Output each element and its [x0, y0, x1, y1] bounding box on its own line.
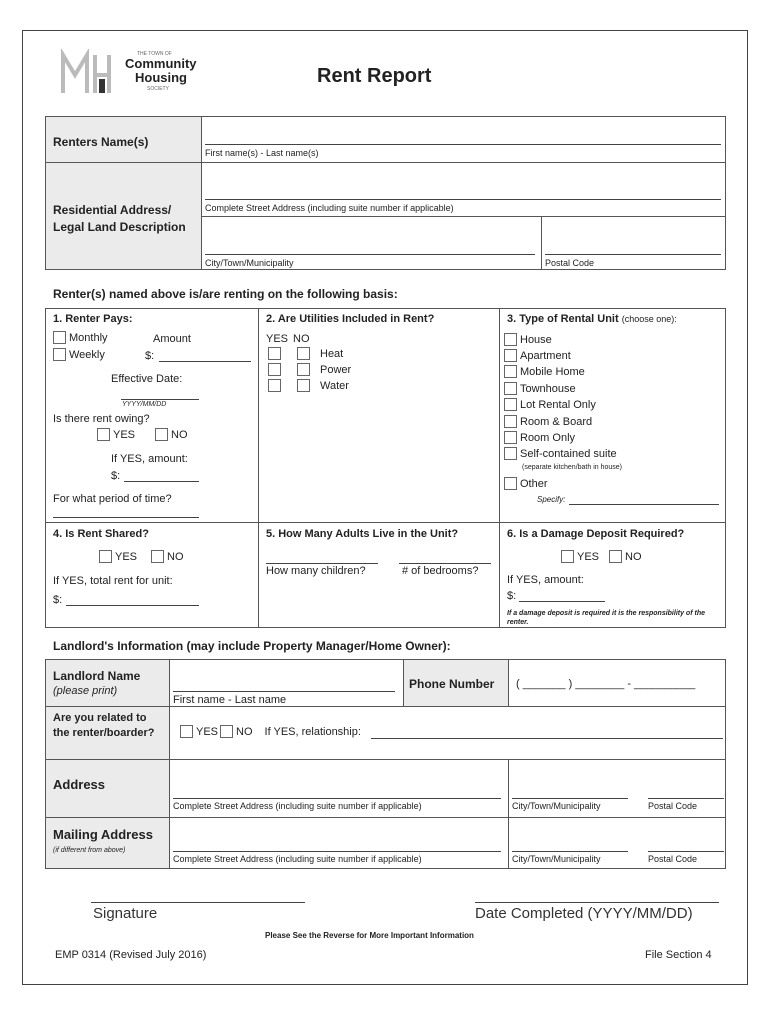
unit-option-house [504, 333, 552, 346]
s3-specify-field[interactable] [569, 504, 719, 505]
s1-effective-label: Effective Date: [111, 373, 183, 385]
s1-dollar: $: [145, 350, 155, 362]
house-label: House [520, 333, 552, 346]
s1-owing-amount-field[interactable] [124, 481, 199, 482]
utility-row-power [268, 363, 351, 376]
mobile-home-label: Mobile Home [520, 365, 585, 378]
s4-total-label: If YES, total rent for unit: [53, 575, 173, 587]
date-completed-field[interactable] [475, 902, 719, 903]
landlord-name-sub: (please print) [53, 685, 118, 697]
shared-no-checkbox[interactable] [151, 550, 164, 563]
mailing-address-sub: (if different from above) [53, 847, 126, 854]
renters-street-hint: Complete Street Address (including suite number if applicable) [205, 203, 454, 213]
s5-title: 5. How Many Adults Live in the Unit? [266, 528, 459, 540]
s4-title: 4. Is Rent Shared? [53, 528, 149, 540]
utility-label-heat: Heat [320, 347, 344, 360]
s6-title: 6. Is a Damage Deposit Required? [507, 528, 685, 540]
mailing-address-label: Mailing Address [53, 827, 153, 842]
shared-yes-checkbox[interactable] [99, 550, 112, 563]
address-label: Address [53, 777, 106, 792]
lot-rental-label: Lot Rental Only [520, 398, 596, 411]
page-title: Rent Report [317, 65, 432, 87]
s1-if-yes-label: If YES, amount: [111, 453, 188, 465]
phone-number-label: Phone Number [409, 677, 495, 691]
s4-options [99, 550, 184, 563]
relationship-label: If YES, relationship: [264, 725, 361, 738]
signature-label: Signature [93, 905, 158, 922]
power-no-checkbox[interactable] [297, 363, 310, 376]
deposit-no-label: NO [625, 550, 642, 563]
unit-option-mobile-home [504, 365, 585, 378]
s2-yes-header: YES [266, 333, 289, 345]
renters-street-field[interactable] [205, 199, 721, 200]
utility-row-heat [268, 347, 343, 360]
landlord-street-hint: Complete Street Address (including suite number if applicable) [173, 801, 422, 811]
mailing-street-hint: Complete Street Address (including suite number if applicable) [173, 854, 422, 864]
renters-name-hint: First name(s) - Last name(s) [205, 148, 319, 158]
shared-no-label: NO [167, 550, 184, 563]
s2-no-header: NO [293, 333, 310, 345]
phone-number-field[interactable]: ( _______ ) ________ - __________ [516, 678, 696, 690]
deposit-no-checkbox[interactable] [609, 550, 622, 563]
renters-name-label: Renters Name(s) [53, 135, 149, 149]
suite-label: Self-contained suite [520, 447, 617, 460]
s5-children-label: How many children? [266, 565, 366, 577]
s5-bedrooms-field[interactable] [399, 563, 491, 564]
renters-postal-field[interactable] [545, 254, 721, 255]
signature-field[interactable] [91, 902, 305, 903]
water-yes-checkbox[interactable] [268, 379, 281, 392]
related-yes-label: YES [196, 725, 219, 738]
logo-top-text: THE TOWN OF [137, 51, 172, 57]
deposit-yes-label: YES [577, 550, 600, 563]
landlord-name-label: Landlord Name [53, 669, 141, 683]
landlord-heading: Landlord's Information (may include Property Manager/Home Owner): [53, 639, 451, 653]
relationship-field[interactable] [371, 738, 723, 739]
residential-address-label: Residential Address/ Legal Land Description [53, 203, 186, 234]
s1-title: 1. Renter Pays: [53, 313, 133, 325]
s6-amount-field[interactable] [519, 601, 605, 602]
landlord-name-hint: First name - Last name [173, 694, 287, 706]
logo-bottom-text: SOCIETY [147, 86, 169, 92]
house-checkbox[interactable] [504, 333, 517, 346]
heat-yes-checkbox[interactable] [268, 347, 281, 360]
mailing-city-field[interactable] [512, 851, 628, 852]
s1-period-label: For what period of time? [53, 493, 172, 505]
s3-title-row [507, 313, 677, 325]
form-page [22, 30, 748, 985]
renters-city-hint: City/Town/Municipality [205, 258, 294, 268]
s3-choose: (choose one): [621, 314, 677, 324]
owing-no-checkbox[interactable] [155, 428, 168, 441]
related-no-checkbox[interactable] [220, 725, 233, 738]
unit-option-room-only [504, 431, 575, 444]
renters-city-field[interactable] [205, 254, 535, 255]
s4-total-field[interactable] [66, 605, 199, 606]
related-options [180, 725, 361, 738]
s1-amount-label: Amount [153, 333, 191, 345]
s1-monthly-row [53, 331, 108, 344]
owing-yes-label: YES [113, 428, 136, 441]
s1-period-field[interactable] [53, 517, 199, 518]
suite-checkbox[interactable] [504, 447, 517, 460]
logo-mark-icon [59, 49, 119, 97]
s3-title: 3. Type of Rental Unit [507, 313, 619, 325]
mailing-city-hint: City/Town/Municipality [512, 854, 601, 864]
s4-dollar: $: [53, 594, 63, 606]
unit-option-suite [504, 447, 617, 460]
unit-option-other [504, 477, 548, 490]
weekly-checkbox[interactable] [53, 348, 66, 361]
renters-name-field[interactable] [205, 144, 721, 145]
room-board-checkbox[interactable] [504, 415, 517, 428]
renters-postal-hint: Postal Code [545, 258, 595, 268]
mobile-home-checkbox[interactable] [504, 365, 517, 378]
landlord-city-hint: City/Town/Municipality [512, 801, 601, 811]
s1-owing-question: Is there rent owing? [53, 413, 150, 425]
room-board-label: Room & Board [520, 415, 593, 428]
room-only-label: Room Only [520, 431, 576, 444]
mailing-postal-field[interactable] [648, 851, 724, 852]
s6-dollar: $: [507, 590, 517, 602]
utility-row-water [268, 379, 349, 392]
room-only-checkbox[interactable] [504, 431, 517, 444]
s6-note: If a damage deposit is required it is the responsibility of the renter. [507, 610, 705, 626]
water-no-checkbox[interactable] [297, 379, 310, 392]
apartment-checkbox[interactable] [504, 349, 517, 362]
reverse-note: Please See the Reverse for More Important Information [265, 931, 474, 940]
s1-effective-field[interactable] [121, 399, 199, 400]
logo-word-community: Community [125, 56, 197, 71]
lot-rental-checkbox[interactable] [504, 398, 517, 411]
logo-word-housing: Housing [135, 70, 187, 85]
weekly-label: Weekly [69, 348, 105, 361]
file-section: File Section 4 [645, 949, 712, 961]
logo [59, 49, 199, 99]
date-completed-label: Date Completed (YYYY/MM/DD) [475, 905, 693, 922]
basis-heading: Renter(s) named above is/are renting on the following basis: [53, 287, 398, 301]
unit-option-lot-rental [504, 398, 596, 411]
owing-yes-checkbox[interactable] [97, 428, 110, 441]
landlord-postal-field[interactable] [648, 798, 724, 799]
mailing-street-field[interactable] [173, 851, 501, 852]
landlord-city-field[interactable] [512, 798, 628, 799]
related-label: Are you related to the renter/boarder? [53, 712, 155, 739]
apartment-label: Apartment [520, 349, 571, 362]
shared-yes-label: YES [115, 550, 138, 563]
other-checkbox[interactable] [504, 477, 517, 490]
townhouse-checkbox[interactable] [504, 382, 517, 395]
landlord-street-field[interactable] [173, 798, 501, 799]
unit-option-room-board [504, 415, 592, 428]
owing-no-label: NO [171, 428, 188, 441]
utility-label-power: Power [320, 363, 352, 376]
monthly-checkbox[interactable] [53, 331, 66, 344]
utility-label-water: Water [320, 379, 349, 392]
form-id: EMP 0314 (Revised July 2016) [55, 949, 207, 961]
related-no-label: NO [236, 725, 253, 738]
s1-owing-dollar: $: [111, 470, 121, 482]
s1-owing-options [97, 428, 188, 441]
s3-specify-label: Specify: [537, 495, 566, 504]
s6-options [561, 550, 642, 563]
s5-bedrooms-label: # of bedrooms? [402, 565, 479, 577]
s1-weekly-row [53, 348, 105, 361]
landlord-postal-hint: Postal Code [648, 801, 698, 811]
s1-date-format: YYYY/MM/DD [122, 401, 167, 408]
unit-option-townhouse [504, 382, 576, 395]
monthly-label: Monthly [69, 331, 108, 344]
s2-title: 2. Are Utilities Included in Rent? [266, 313, 435, 325]
other-label: Other [520, 477, 548, 490]
s5-children-field[interactable] [266, 563, 378, 564]
landlord-name-field[interactable] [173, 691, 395, 692]
deposit-yes-checkbox[interactable] [561, 550, 574, 563]
mailing-postal-hint: Postal Code [648, 854, 698, 864]
s3-suite-note: (separate kitchen/bath in house) [522, 464, 623, 471]
heat-no-checkbox[interactable] [297, 347, 310, 360]
s6-if-yes-label: If YES, amount: [507, 574, 584, 586]
s1-amount-field[interactable] [159, 361, 251, 362]
townhouse-label: Townhouse [520, 382, 576, 395]
power-yes-checkbox[interactable] [268, 363, 281, 376]
unit-option-apartment [504, 349, 571, 362]
related-yes-checkbox[interactable] [180, 725, 193, 738]
